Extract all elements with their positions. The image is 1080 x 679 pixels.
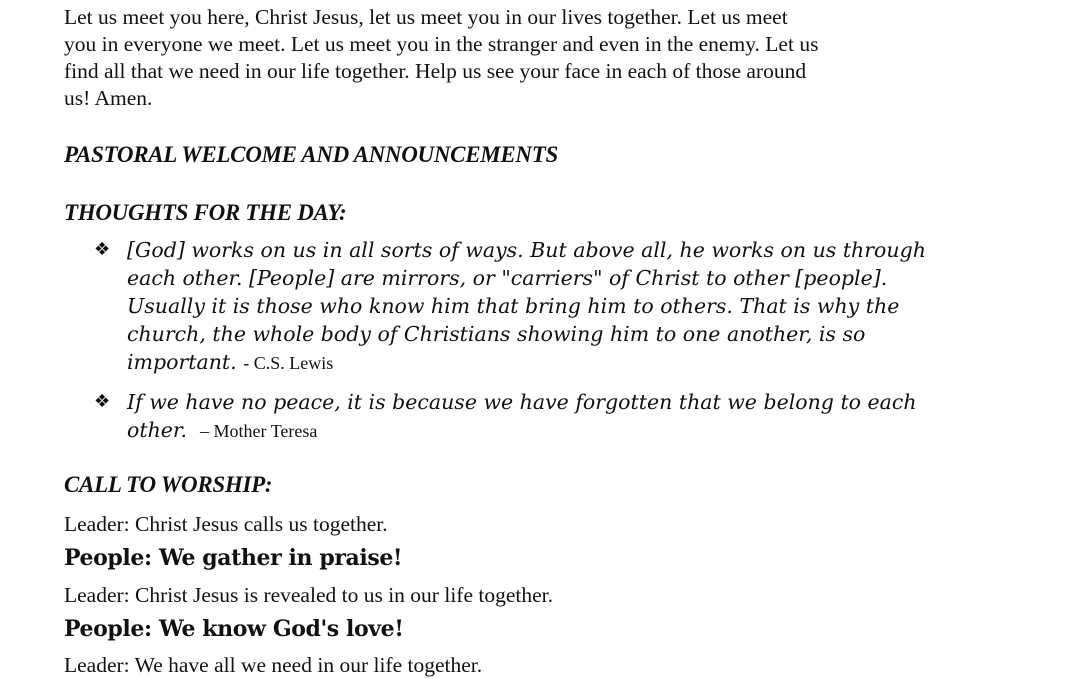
quote-line: church, the whole body of Christians showing him to one another, is so [127,322,866,346]
quote-line-last [127,416,987,445]
litany-leader-line: Leader: We have all we need in our life together. [64,653,483,677]
heading-pastoral-welcome: PASTORAL WELCOME AND ANNOUNCEMENTS [64,142,558,167]
prayer-line: find all that we need in our life together. Help us see your face in each of those around [64,59,807,83]
heading-call-to-worship: CALL TO WORSHIP: [64,472,273,497]
litany-leader-line: Leader: Christ Jesus is revealed to us in our life together. [64,583,553,607]
quote-line: [God] works on us in all sorts of ways. But above all, he works on us through [127,238,926,262]
litany-people-line: People: We gather in praise! [64,545,403,571]
quote-line-last [127,348,987,377]
quote-line: important. [127,350,237,374]
litany-leader-line: Leader: Christ Jesus calls us together. [64,512,388,536]
quote-line: Usually it is those who know him that bring him to others. That is why the [127,294,900,318]
prayer-line: you in everyone we meet. Let us meet you in the stranger and even in the enemy. Let us [64,32,819,56]
quote-text [127,236,987,377]
quote-text [127,388,987,445]
quote-line: If we have no peace, it is because we have forgotten that we belong to each [127,390,917,414]
quote-line: each other. [People] are mirrors, or "carriers" of Christ to other [people]. [127,266,888,290]
diamond-bullet-icon: ❖ [94,391,111,412]
quote-line: other. [127,418,187,442]
heading-thoughts-for-the-day: THOUGHTS FOR THE DAY: [64,200,347,225]
litany-people-line: People: We know God's love! [64,616,404,642]
quote-attribution: - C.S. Lewis [243,353,334,373]
quote-attribution: – Mother Teresa [200,421,318,441]
opening-prayer [64,4,1024,112]
diamond-bullet-icon: ❖ [94,239,111,260]
prayer-line: us! Amen. [64,86,153,110]
prayer-line: Let us meet you here, Christ Jesus, let us meet you in our lives together. Let us meet [64,5,788,29]
